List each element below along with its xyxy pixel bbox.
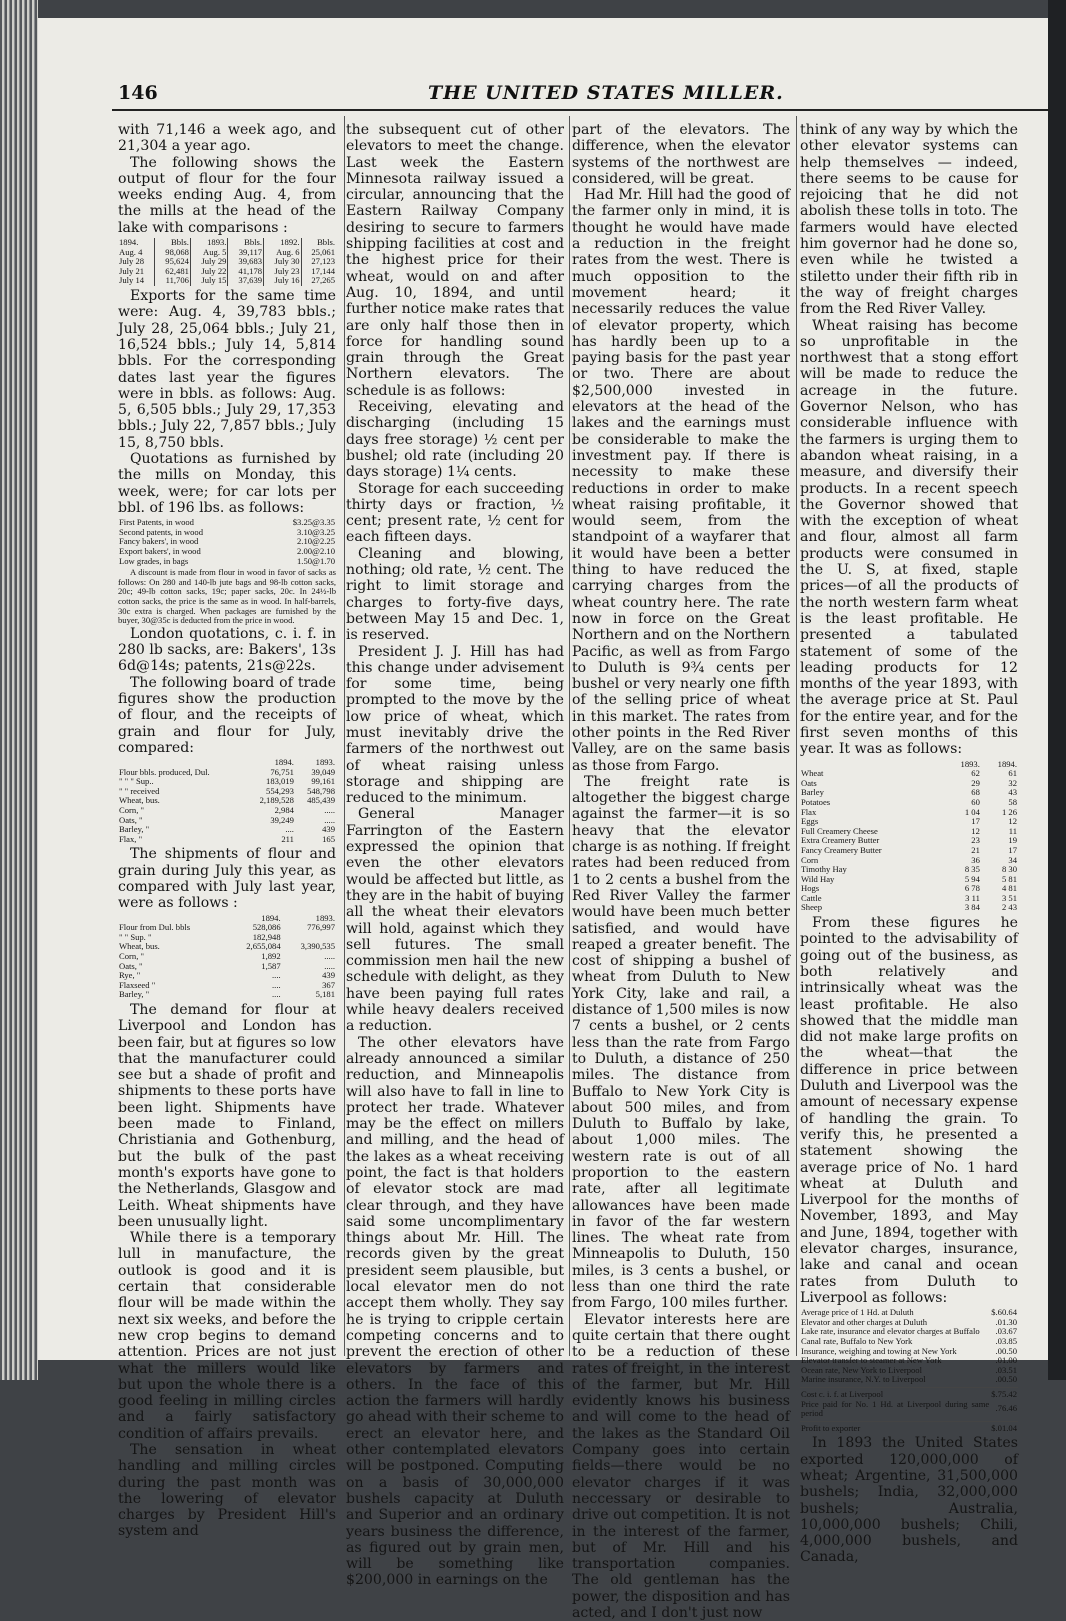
- table-cell: Corn: [801, 854, 819, 865]
- table-row: [800, 788, 1018, 798]
- row-value: $3.25@3.35: [292, 517, 335, 528]
- row-value: $.75.42: [991, 1388, 1017, 1399]
- table-row: [118, 276, 336, 286]
- column-2: [346, 122, 564, 1589]
- table-cell: 39,683: [228, 257, 264, 267]
- table-cell: 1 26: [1001, 806, 1017, 817]
- table-cell: .....: [324, 805, 335, 816]
- table-cell: Corn, ": [119, 805, 144, 816]
- column-3: [572, 122, 790, 1621]
- table-cell: 17,144: [311, 265, 335, 276]
- table-row: [800, 1375, 1018, 1385]
- table-cell: 3 51: [1001, 892, 1017, 903]
- row-label: Ocean rate, New York to Liverpool: [801, 1364, 922, 1375]
- table-cell: 548,798: [307, 785, 335, 796]
- table-cell: 439: [322, 970, 335, 981]
- table-cell: 76,751: [270, 766, 294, 777]
- table-header-row: [800, 760, 1018, 770]
- header-rule: [112, 109, 1050, 111]
- table-cell: 29: [971, 777, 980, 788]
- row-value: 1.50@1.70: [297, 555, 335, 566]
- table-cell: 439: [322, 824, 335, 835]
- table-cell: Wheat, bus.: [119, 795, 160, 806]
- row-label: Export bakers', in wood: [119, 545, 201, 556]
- table-row: [800, 808, 1018, 818]
- table-cell: Flaxseed ": [119, 979, 156, 990]
- row-value: .00.50: [995, 1345, 1017, 1356]
- row-value: .03.51: [995, 1364, 1017, 1375]
- table-header-cell: 1893.: [315, 757, 335, 768]
- table-row: [800, 884, 1018, 894]
- table-cell: 27,123: [311, 256, 335, 267]
- book-page-edges: [0, 0, 38, 1380]
- table-cell: Flax: [801, 806, 817, 817]
- table-cell: 485,439: [307, 795, 335, 806]
- table-row: [118, 835, 336, 845]
- table-cell: 367: [322, 979, 335, 990]
- table-cell: Oats, ": [119, 960, 143, 971]
- table-header-cell: 1893.: [960, 758, 980, 769]
- table-cell: 98,068: [155, 248, 191, 258]
- paragraph: think of any way by which the other elevator systems can help themselves — indeed, there seems to be cause for rejoicing that he did not abolish these tolls in toto. The farmers would have elected him governor had he done so, even while he twisted a stiletto under their fifth rib in the way of freight charges from the Red River Valley.: [800, 122, 1018, 318]
- table-cell: Barley: [801, 787, 824, 798]
- table-cell: Oats, ": [119, 814, 143, 825]
- page-number: 146: [118, 82, 158, 104]
- row-value: .01.00: [995, 1355, 1017, 1366]
- table-cell: Flax, ": [119, 833, 143, 844]
- table-cell: ....: [272, 970, 281, 981]
- row-label: First Patents, in wood: [119, 517, 194, 528]
- paragraph: From these figures he pointed to the advisability of going out of the business, as both relatively and intrinsically wheat was the least profitable. He also showed that the middle man did not make large profits on the wheat—that the difference in price between Duluth and Liverpool was the amount of necessary expense of handling the grain. To verify this, he presented a statement showing the average price of No. 1 hard wheat at Duluth and Liverpool for the months of November, 1893, and May and June, 1894, together with elevator charges, insurance, lake and canal and ocean rates from Duluth to Liverpool as follows:: [800, 915, 1018, 1306]
- table-header-cell: 1894.: [997, 758, 1017, 769]
- flour-output-table: [118, 238, 336, 286]
- paragraph: Had Mr. Hill had the good of the farmer only in mind, it is thought he would have made a reduction in the freight rates from the west. There is much opposition to the movement heard; it necessarily reduces the value of elevator property, which has hardly been up to a paying basis for the past year or two. There are about $2,500,000 invested in elevators at the head of the lakes and the earnings must be considerable to make the investment pay. If there is necessity to make these reductions in order to make wheat raising profitable, it would seem, from the standpoint of a wayfarer that it would have been a better thing to have reduced the carrying charges from the wheat country here. The rate now in force on the Great Northern and on the Northern Pacific, as well as from Fargo to Duluth is 9¾ cents per bushel or very nearly one fifth of the selling price of wheat in this market. The rates from other points in the Red River Valley, are on the same basis as those from Fargo.: [572, 187, 790, 774]
- table-row: [118, 952, 336, 962]
- row-value: 3.10@3.25: [297, 526, 335, 537]
- table-cell: 3 11: [965, 892, 980, 903]
- row-label: Elevator transfer to steamer at New York: [801, 1355, 942, 1366]
- table-row: [118, 981, 336, 991]
- table-cell: Flour bbls. produced, Dul.: [119, 766, 210, 777]
- scan-border: [1048, 0, 1066, 1380]
- table-cell: 6 78: [964, 883, 980, 894]
- newspaper-page: [38, 18, 1048, 1621]
- table-cell: 23: [971, 835, 980, 846]
- table-cell: July 15: [190, 276, 228, 286]
- table-cell: Rye, ": [119, 970, 141, 981]
- row-value: .03.85: [995, 1335, 1017, 1346]
- table-cell: Wheat, bus.: [119, 941, 160, 952]
- table-cell: 17: [1008, 844, 1017, 855]
- table-header-cell: 1893.: [315, 912, 335, 923]
- paragraph: the subsequent cut of other elevators to meet the change. Last week the Eastern Minnesota railway issued a circular, announcing that the Eastern Railway Company desiring to secure to farmers shipping facilities at cost and the highest price for their wheat, would on and after Aug. 10, 1894, and until further notice make rates that are only half those then in force for handling sound grain through the Great Northern elevators. The schedule is as follows:: [346, 122, 564, 399]
- profit-label: Profit to exporter: [801, 1422, 861, 1433]
- table-row: [800, 846, 1018, 856]
- row-label: Average price of 1 Hd. at Duluth: [801, 1307, 914, 1318]
- paragraph: Cleaning and blowing, nothing; old rate, ½ cent. The right to limit storage and charges to forty-five days, between May 15 and Dec. 1, is reserved.: [346, 545, 564, 644]
- table-cell: 165: [322, 833, 335, 844]
- table-header-cell: Bbls.: [317, 237, 335, 248]
- table-row: [800, 894, 1018, 904]
- table-cell: 8 30: [1001, 864, 1017, 875]
- paragraph: While there is a temporary lull in manufacture, the outlook is good and it is certain that considerable flour will be made within the next six weeks, and before the new crop begins to demand attention. Prices are not just what the millers would like but upon the whole there is a good feeling in milling circles and a fairly satisfactory condition of affairs prevails.: [118, 1230, 336, 1442]
- table-cell: 68: [971, 787, 980, 798]
- table-cell: Potatoes: [801, 796, 831, 807]
- table-cell: Aug. 5: [190, 248, 228, 258]
- table-row: [118, 267, 336, 277]
- table-cell: July 22: [190, 267, 228, 277]
- table-cell: 11,706: [155, 276, 191, 286]
- table-cell: 2 43: [1001, 902, 1017, 913]
- table-cell: 62: [971, 768, 980, 779]
- table-cell: .....: [324, 960, 335, 971]
- table-cell: 25,061: [311, 246, 335, 257]
- row-label: Marine insurance, N.Y. to Liverpool: [801, 1374, 926, 1385]
- table-cell: 4 81: [1001, 883, 1017, 894]
- column-4: [800, 122, 1018, 1566]
- table-row: [118, 942, 336, 952]
- table-cell: 37,639: [228, 276, 264, 286]
- page-header: [38, 66, 1048, 106]
- paragraph: Exports for the same time were: Aug. 4, 39,783 bbls.; July 28, 25,064 bbls.; July 21, 16,524 bbls.; July 14, 5,814 bbls. For the corresponding dates last year the figures were in bbls. as follows: Aug. 5, 6,505 bbls.; July 29, 17,353 bbls.; July 22, 7,857 bbls.; July 15, 8,750 bbls.: [118, 288, 336, 451]
- table-cell: 17: [971, 816, 980, 827]
- row-value: .76.46: [995, 1403, 1017, 1414]
- table-cell: Barley, ": [119, 989, 150, 1000]
- paragraph: The following board of trade figures show the production of flour, and the receipts of grain and flour for July, compared:: [118, 674, 336, 756]
- table-cell: 39,117: [228, 248, 264, 258]
- table-cell: 34: [1008, 854, 1017, 865]
- row-value: 2.00@2.10: [297, 545, 335, 556]
- table-header-cell: Bbls.: [155, 238, 191, 248]
- table-cell: 27,265: [311, 275, 335, 286]
- paragraph: London quotations, c. i. f. in 280 lb sacks, are: Bakers', 13s 6d@14s; patents, 21s@22s.: [118, 625, 336, 675]
- table-cell: 2,655,084: [246, 941, 281, 952]
- table-row: [800, 798, 1018, 808]
- table-cell: 12: [971, 825, 980, 836]
- table-cell: Flour from Dul. bbls: [119, 922, 191, 933]
- table-cell: Corn, ": [119, 951, 144, 962]
- table-cell: Extra Creamery Butter: [801, 835, 880, 846]
- table-cell: July 29: [190, 257, 228, 267]
- table-cell: 62,481: [155, 267, 191, 277]
- table-cell: " " Sup. ": [119, 931, 152, 942]
- paragraph: part of the elevators. The difference, when the elevator systems of the northwest are considered, will be great.: [572, 122, 790, 187]
- paragraph: In 1893 the United States exported 120,000,000 of wheat; Argentine, 31,500,000 bushels; India, 32,000,000 bushels; Australia, 10,000,000 bushels; Chili, 4,000,000 bushels, and Canada,: [800, 1435, 1018, 1566]
- row-label: Elevator and other charges at Duluth: [801, 1316, 928, 1327]
- table-cell: 8 35: [964, 864, 980, 875]
- table-header-cell: 1894.: [118, 238, 155, 248]
- table-cell: Full Creamery Cheese: [801, 825, 878, 836]
- paragraph: Storage for each succeeding thirty days or fraction, ½ cent; present rate, ½ cent for each fifteen days.: [346, 480, 564, 546]
- column-divider: [569, 116, 570, 1356]
- table-cell: Eggs: [801, 816, 819, 827]
- paragraph: Elevator interests here are quite certain that there ought to be a reduction of these rates of freight, in the interest of the farmer, but Mr. Hill evidently knows his business and will come to the head of the lakes as the Standard Oil Company goes into certain fields—there would be no elevator charges if it was neccessary or desirable to drive out competition. It is not in the interest of the farmer, but of Mr. Hill and his transportation companies. The old gentleman has the power, the disposition and has acted, and I don't just now: [572, 1311, 790, 1621]
- table-cell: 2,189,528: [259, 795, 294, 806]
- table-header-row: [118, 238, 336, 248]
- column-1: [118, 122, 336, 1540]
- table-cell: ....: [272, 979, 281, 990]
- paragraph: Receiving, elevating and discharging (including 15 days free storage) ½ cent per bushel; old rate (including 20 days storage) 1¼ cents.: [346, 399, 564, 481]
- row-label: Fancy bakers', in wood: [119, 536, 199, 547]
- table-cell: 11: [1008, 825, 1017, 836]
- row-label: Lake rate, insurance and elevator charges at Buffalo: [801, 1326, 980, 1337]
- paragraph: with 71,146 a week ago, and 21,304 a year ago.: [118, 122, 336, 155]
- table-row: [118, 557, 336, 567]
- table-cell: 776,997: [307, 922, 335, 933]
- row-label: Price paid for No. 1 Hd. at Liverpool during same period: [801, 1398, 990, 1419]
- table-row: [118, 962, 336, 972]
- table-cell: 1 04: [964, 806, 980, 817]
- table-header-cell: 1892.: [264, 238, 302, 248]
- row-value: 2.10@2.25: [297, 536, 335, 547]
- table-cell: 43: [1008, 787, 1017, 798]
- table-cell: 554,293: [266, 785, 294, 796]
- paragraph: The following shows the output of flour for the four weeks ending Aug. 4, from the mills at the head of the lake with comparisons :: [118, 154, 336, 236]
- table-cell: 41,178: [228, 267, 264, 277]
- table-cell: Wheat: [801, 768, 824, 779]
- table-row: [800, 903, 1018, 913]
- column-divider: [344, 116, 345, 1356]
- table-cell: July 23: [264, 267, 302, 277]
- table-cell: Cattle: [801, 892, 822, 903]
- table-cell: Fancy Creamery Butter: [801, 844, 882, 855]
- table-cell: 5 81: [1001, 873, 1017, 884]
- table-cell: July 14: [118, 276, 155, 286]
- table-cell: Wild Hay: [801, 873, 835, 884]
- table-cell: ....: [272, 989, 281, 1000]
- table-cell: Oats: [801, 777, 817, 788]
- table-row: [118, 257, 336, 267]
- table-cell: 12: [1008, 816, 1017, 827]
- table-header-cell: 1894.: [261, 912, 281, 923]
- table-cell: 1,587: [261, 960, 281, 971]
- table-row: [800, 875, 1018, 885]
- table-cell: 1,892: [261, 951, 281, 962]
- paragraph: Quotations as furnished by the mills on Monday, this week, were; for car lots per bbl. of 196 lbs. as follows:: [118, 451, 336, 516]
- row-label: Canal rate, Buffalo to New York: [801, 1335, 913, 1346]
- table-cell: 95,624: [155, 257, 191, 267]
- price-statement-table: [800, 1308, 1018, 1433]
- profit-value: $.01.04: [991, 1422, 1017, 1433]
- board-of-trade-table: [118, 758, 336, 844]
- paragraph: The other elevators have already announced a similar reduction, and Minneapolis will also have to fall in line to protect her trade. Whatever may be the effect on millers and milling, and the head of the lakes as a wheat receiving point, the fact is that holders of elevator stock are mad clear through, and they have said some uncomplimentary things about Mr. Hill. The records given by the great president seem plausible, but local elevator men do not accept them wholly. They say he is trying to cripple certain competing concerns and to prevent the erection of other elevators by farmers and others. In the face of this action the farmers will hardly go ahead with their scheme to erect an elevator here, and other contemplated elevators will be postponed. Computing on a basis of 30,000,000 bushels capacity at Duluth and Superior and an ordinary years business the difference, as figured out by grain men, will be something like $200,000 in earnings on the: [346, 1034, 564, 1589]
- table-cell: 183,019: [266, 776, 294, 787]
- table-row: [118, 990, 336, 1000]
- table-row: [118, 248, 336, 258]
- table-header-cell: Bbls.: [228, 238, 264, 248]
- row-value: .00.50: [995, 1374, 1017, 1385]
- table-cell: July 30: [264, 257, 302, 267]
- table-cell: 5 94: [964, 873, 980, 884]
- shipments-table: [118, 914, 336, 1000]
- table-cell: 182,948: [252, 931, 281, 942]
- table-cell: .....: [324, 814, 335, 825]
- table-cell: July 28: [118, 257, 155, 267]
- table-cell: 5,181: [315, 989, 335, 1000]
- table-cell: 32: [1008, 777, 1017, 788]
- row-label: Cost c. i. f. at Liverpool: [801, 1388, 884, 1399]
- row-label: Second patents, in wood: [119, 526, 204, 537]
- paragraph: President J. J. Hill has had this change under advisement for some time, being prompted to the move by the low price of wheat, which must inevitably drive the farmers of the northwest out of wheat raising unless storage and shipping are reduced to the minimum.: [346, 643, 564, 807]
- table-row: [118, 816, 336, 826]
- table-cell: 39,049: [311, 766, 335, 777]
- table-header-cell: 1893.: [190, 238, 228, 248]
- table-cell: Aug. 6: [264, 248, 302, 258]
- discount-note: A discount is made from flour in wood in favor of sacks as follows: On 280 and 140-lb jute bags and 98-lb cotton sacks, 20c; 49-lb cotton sacks, 19c; paper sacks, 20c. In 24½-lb cotton sacks, the price is the same as in wood. In half-barrels, 30c extra is charged. When packages are furnished by the buyer, 30@35c is deducted from the price in wood.: [118, 567, 336, 626]
- paragraph: The demand for flour at Liverpool and London has been fair, but at figures so low that the manufacturer could see but a shade of profit and shipments to these ports have been light. Shipments have been made to Finland, Christiania and Gothenburg, but the bulk of the past month's exports have gone to the Netherlands, Glasgow and Leith. Wheat shipments have been unusually light.: [118, 1001, 336, 1230]
- table-row: [800, 769, 1018, 779]
- row-value: .03.67: [995, 1326, 1017, 1337]
- table-cell: 39,249: [270, 814, 294, 825]
- row-label: Insurance, weighing and towing at New York: [801, 1345, 957, 1356]
- column-divider: [796, 116, 797, 1356]
- quotations-table: [118, 518, 336, 566]
- row-value: $.60.64: [991, 1307, 1017, 1318]
- row-value: .01.30: [995, 1316, 1017, 1327]
- table-cell: 2,984: [274, 805, 294, 816]
- table-cell: July 21: [118, 267, 155, 277]
- table-cell: 528,086: [252, 922, 281, 933]
- table-cell: ....: [285, 824, 294, 835]
- table-cell: July 16: [264, 276, 302, 286]
- paragraph: Wheat raising has become so unprofitable in the northwest that a stong effort will be made to reduce the acreage in the future. Governor Nelson, who has considerable influence with the farmers is urging them to abandon wheat raising, in a measure, and diversify their products. In a recent speech the Governor showed that with the exception of wheat and flour, almost all farm products were consumed in the U. S, at fixed, staple prices—of all the products of the north western farm wheat is the least profitable. He presented a tabulated statement of some of the leading products for 12 months of the year 1893, with the average price at St. Paul for the entire year, and for the first seven months of this year. It was as follows:: [800, 317, 1018, 758]
- table-cell: 3 84: [964, 902, 980, 913]
- table-cell: 36: [971, 854, 980, 865]
- table-cell: Hogs: [801, 883, 820, 894]
- paragraph: General Manager Farrington of the Eastern expressed the opinion that even the other elevators would be affected but little, as they are in the habit of buying all the wheat their elevators will hold, against which they sell futures. The small commission men hail the new schedule with delight, as they have been paying full rates while heavy dealers received a reduction.: [346, 806, 564, 1035]
- table-cell: 211: [281, 833, 294, 844]
- table-header-cell: 1894.: [274, 757, 294, 768]
- row-label: Low grades, in bags: [119, 555, 189, 566]
- table-cell: Aug. 4: [118, 248, 155, 258]
- table-cell: Timothy Hay: [801, 864, 847, 875]
- table-row: [118, 806, 336, 816]
- table-cell: Sheep: [801, 902, 823, 913]
- paragraph: The shipments of flour and grain during July this year, as compared with July last year, were as follows :: [118, 846, 336, 912]
- table-cell: " " " Sup..: [119, 776, 154, 787]
- farm-products-table: [800, 760, 1018, 914]
- table-cell: 3,390,535: [300, 941, 335, 952]
- table-cell: " " received: [119, 785, 160, 796]
- table-row: [800, 1400, 1018, 1419]
- table-cell: .....: [324, 951, 335, 962]
- table-cell: 60: [971, 796, 980, 807]
- table-row: [118, 796, 336, 806]
- table-row: [800, 779, 1018, 789]
- page-title: THE UNITED STATES MILLER.: [428, 82, 784, 104]
- table-cell: 99,161: [311, 776, 335, 787]
- table-cell: Barley, ": [119, 824, 150, 835]
- paragraph: The sensation in wheat handling and milling circles during the past month was the lowering of elevator charges by President Hill's system and: [118, 1442, 336, 1540]
- table-cell: 19: [1008, 835, 1017, 846]
- table-cell: 21: [971, 844, 980, 855]
- paragraph: The freight rate is altogether the biggest charge against the farmer—it is so heavy that the elevator charge is as nothing. If freight rates had been reduced from 1 to 2 cents a bushel from the Red River Valley the farmer would have been much better satisfied, and would have reaped a greater benefit. The cost of shipping a bushel of wheat from Duluth to New York City, lake and rail, a distance of 1,500 miles is now 7 cents a bushel, or 2 cents less than the rate from Fargo to Duluth, a distance of 250 miles. The distance from Buffalo to New York City is about 500 miles, and from Duluth to Buffalo by lake, about 1,000 miles. The western rate is out of all proportion to the eastern rate, after all legitimate allowances have been made in favor of the far western lines. The wheat rate from Minneapolis to Duluth, 150 miles, is 3 cents a bushel, or less than one third the rate from Fargo, 100 miles further.: [572, 773, 790, 1312]
- table-row: [118, 825, 336, 835]
- table-cell: 61: [1008, 768, 1017, 779]
- table-cell: 58: [1008, 796, 1017, 807]
